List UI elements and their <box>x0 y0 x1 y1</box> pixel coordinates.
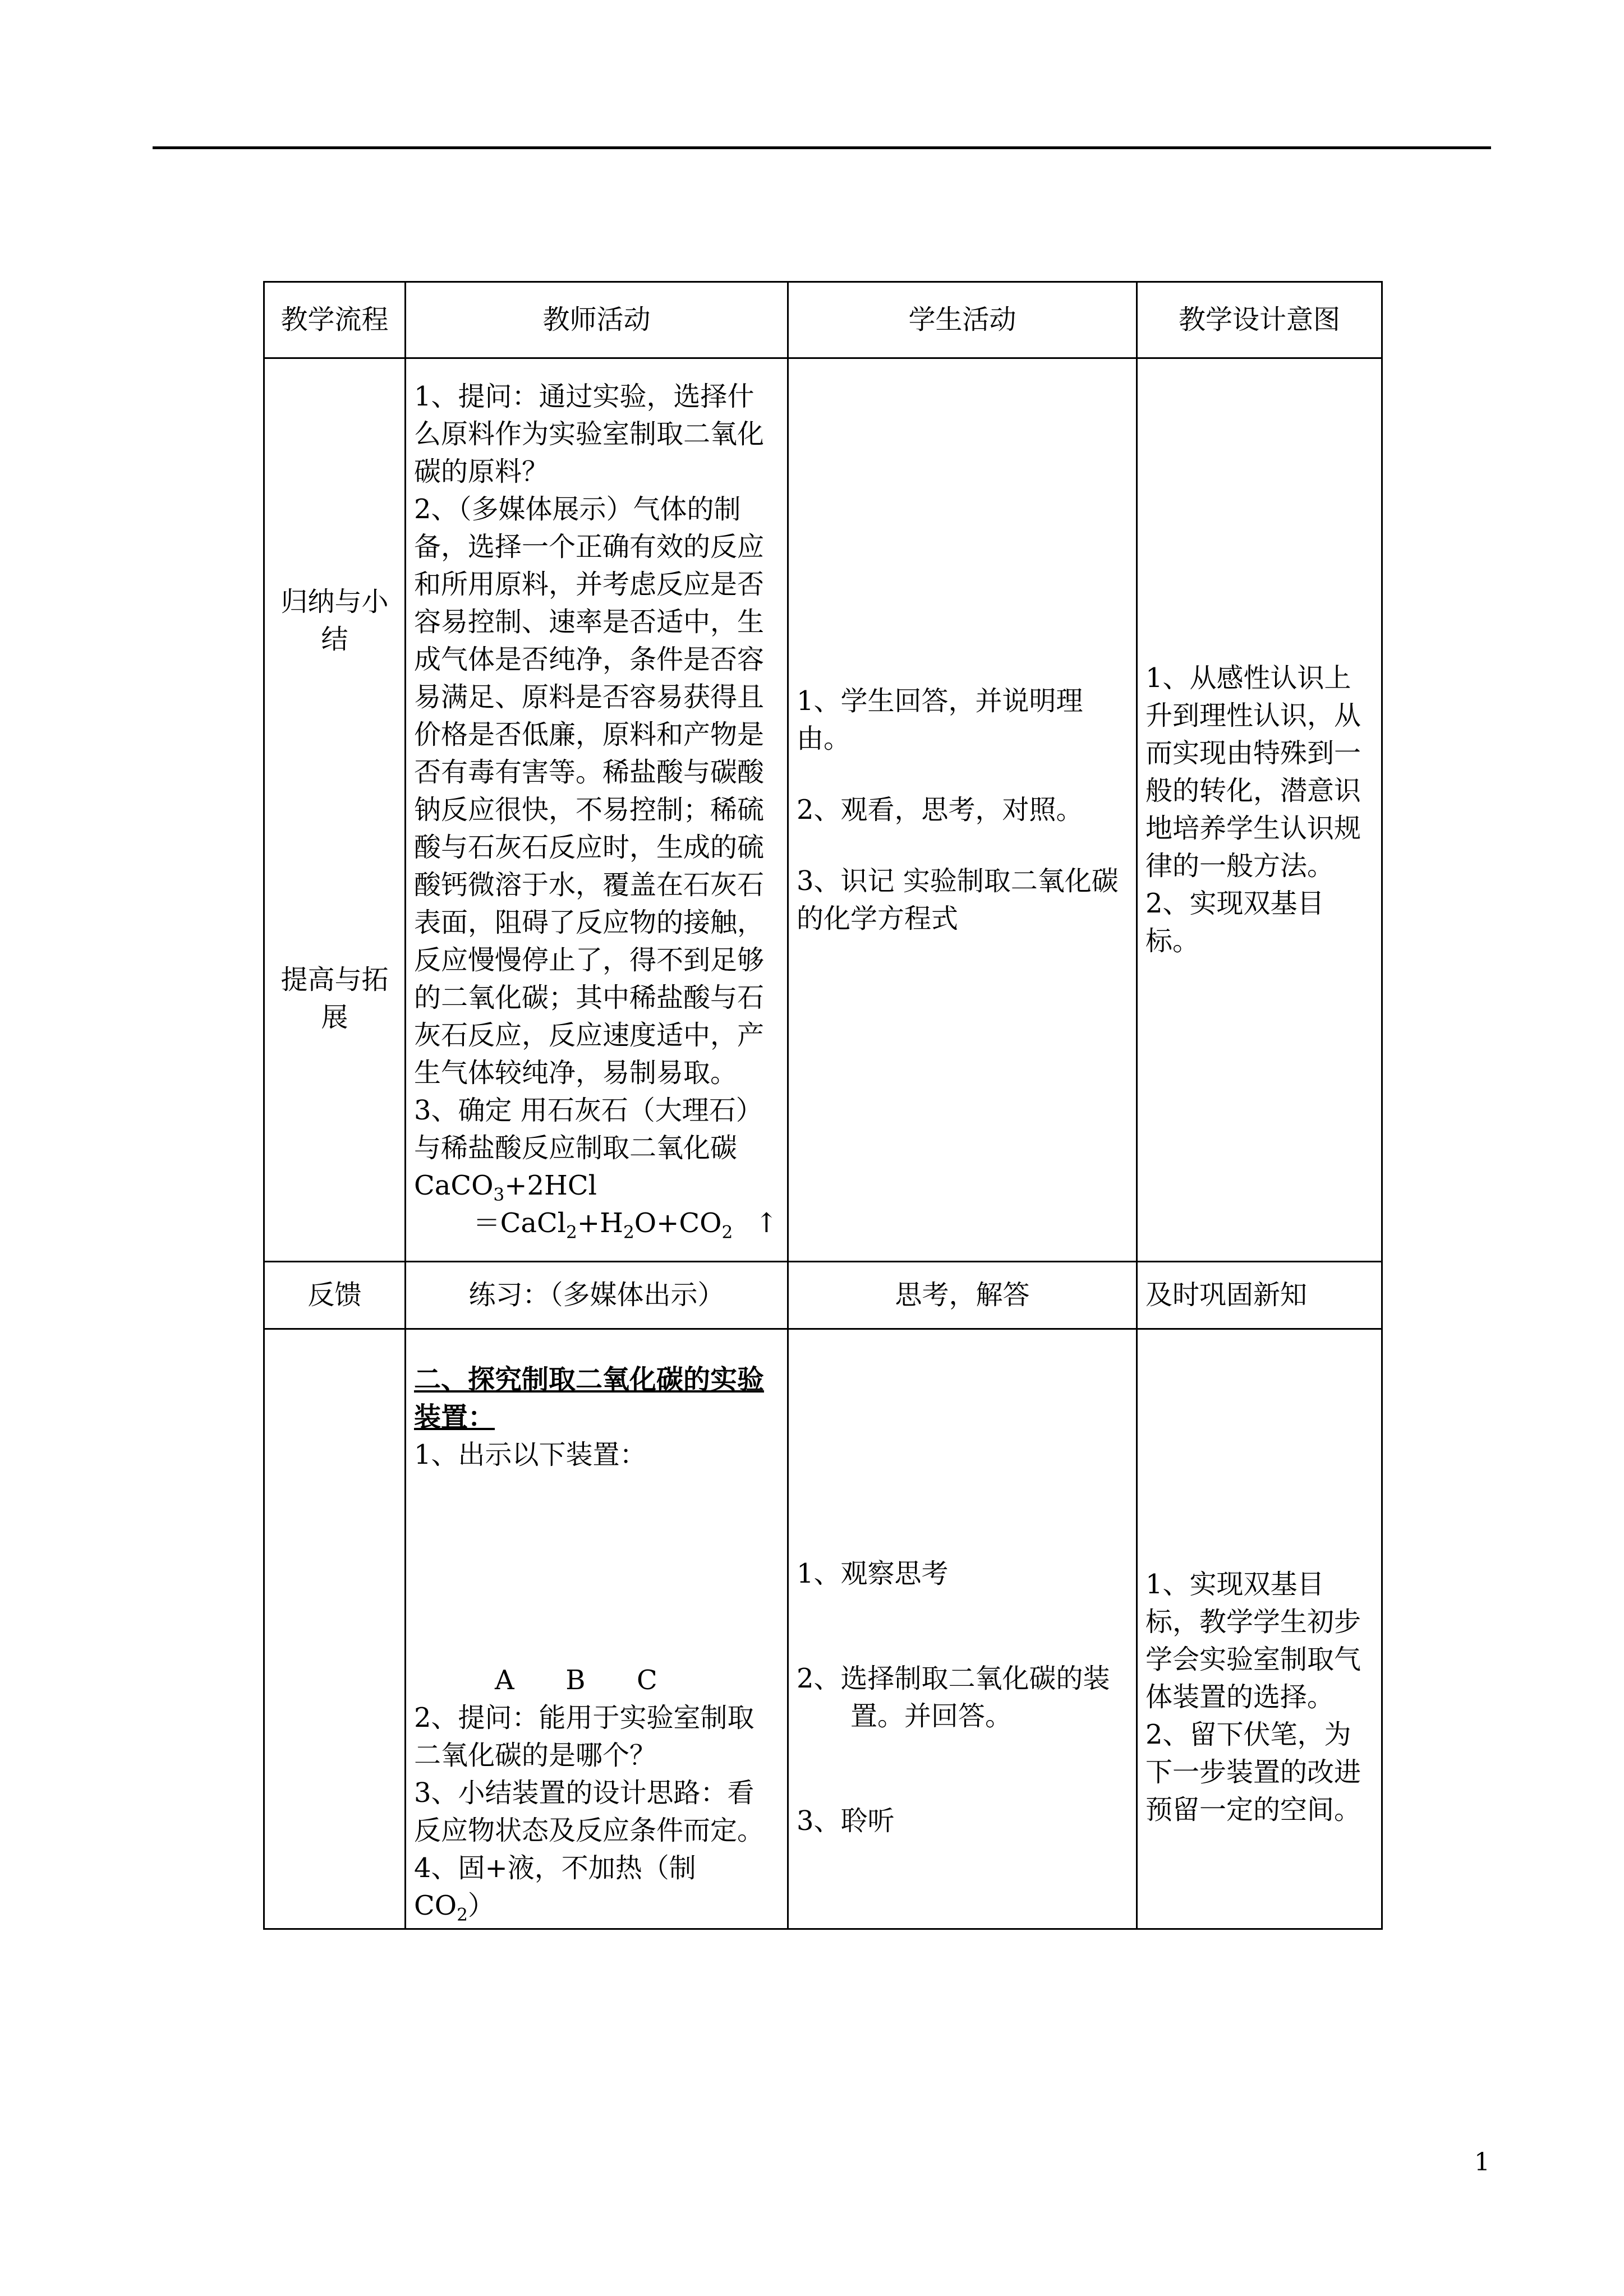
header-rule <box>153 146 1491 149</box>
design-intent-cell <box>1137 358 1382 1262</box>
header-intent <box>1137 282 1382 358</box>
teacher-item-1: 1、出示以下装置： <box>414 1439 647 1470</box>
flow-cell <box>264 358 406 1262</box>
apparatus-figure-area <box>414 1474 779 1662</box>
intent-feedback-text: 及时巩固新知 <box>1145 1279 1308 1311</box>
teacher-item-2: 2、（多媒体展示）气体的制备，选择一个正确有效的反应和所用原料，并考虑反应是否容易控制、速率是否适中，生成气体是否纯净，条件是否容易满足、原料是否容易获得且价格是否低廉，原料和产物是否有毒有害等。稀盐酸与碳酸钠反应很快，不易控制；稀硫酸与石灰石反应时，生成的硫酸钙微溶于水，覆盖在石灰石表面，阻碍了反应物的接触，反应慢慢停止了，得不到足够的二氧化碳；其中稀盐酸与石灰石反应，反应速度适中，产生气体较纯净，易制易取。 <box>414 493 765 1089</box>
flow-label-extension: 提高与拓展 <box>280 964 389 1033</box>
table-row <box>264 1262 1382 1329</box>
flow-label-summary: 归纳与小结 <box>280 586 389 655</box>
flow-cell <box>264 1262 406 1329</box>
header-teacher <box>406 282 788 358</box>
teacher-item-4: 4、固+液，不加热（制 $CO_2$） <box>414 1852 696 1925</box>
table-header-row <box>264 282 1382 358</box>
teacher-item-3: 3、小结装置的设计思路：看反应物状态及反应条件而定。 <box>414 1777 765 1846</box>
equation-line-1: CaCO$_3$+2HCl <box>414 1169 597 1205</box>
teacher-activity-cell <box>406 1262 788 1329</box>
table-row <box>264 358 1382 1262</box>
header-student-text: 学生活动 <box>908 304 1016 335</box>
header-flow <box>264 282 406 358</box>
teacher-activity-cell <box>406 1329 788 1929</box>
teacher-item-1: 1、提问：通过实验，选择什么原料作为实验室制取二氧化碳的原料？ <box>414 380 765 487</box>
intent-item-2: 2、留下伏笔，为下一步装置的改进预留一定的空间。 <box>1145 1719 1361 1825</box>
header-intent-text: 教学设计意图 <box>1178 304 1340 335</box>
student-item-2: 2、观看，思考，对照。 <box>797 794 1083 826</box>
table-row <box>264 1329 1382 1929</box>
section-heading: 二、探究制取二氧化碳的实验装置： <box>414 1364 765 1433</box>
intent-item-1: 1、从感性认识上升到理性认识，从而实现由特殊到一般的转化，潜意识地培养学生认识规律的一般方法。 <box>1145 662 1361 882</box>
teacher-item-2: 2、提问：能用于实验室制取二氧化碳的是哪个？ <box>414 1702 755 1771</box>
page-number: 1 <box>1474 2148 1490 2177</box>
teacher-item-3: 3、确定 用石灰石（大理石）与稀盐酸反应制取二氧化碳 <box>414 1094 763 1164</box>
student-item-1: 1、观察思考 <box>797 1557 949 1589</box>
design-intent-cell <box>1137 1262 1382 1329</box>
student-item-3: 3、聆听 <box>797 1805 895 1837</box>
student-activity-cell <box>788 358 1137 1262</box>
student-feedback-text: 思考，解答 <box>895 1279 1030 1311</box>
flow-label-feedback: 反馈 <box>307 1279 362 1311</box>
gas-arrow-icon: ↑ <box>755 1207 778 1239</box>
design-intent-cell <box>1137 1329 1382 1929</box>
student-activity-cell <box>788 1329 1137 1929</box>
apparatus-labels: A B C <box>495 1665 657 1696</box>
student-item-3: 3、识记 实验制取二氧化碳的化学方程式 <box>797 865 1119 934</box>
flow-cell <box>264 1329 406 1929</box>
student-item-1: 1、学生回答，并说明理由。 <box>797 685 1083 754</box>
intent-item-1: 1、实现双基目标，教学学生初步学会实验室制取气体装置的选择。 <box>1145 1569 1361 1713</box>
teacher-feedback-text: 练习：（多媒体出示） <box>468 1279 725 1311</box>
teacher-activity-cell <box>406 358 788 1262</box>
equation-line-2: $=CaCl_2+H_2O+CO_2$ ↑ <box>414 1205 779 1242</box>
header-flow-text: 教学流程 <box>280 304 389 335</box>
student-activity-cell <box>788 1262 1137 1329</box>
student-item-2: 2、选择制取二氧化碳的装置。并回答。 <box>797 1662 1110 1732</box>
lesson-plan-table <box>263 281 1383 1930</box>
intent-item-2: 2、实现双基目标。 <box>1145 888 1324 957</box>
header-student <box>788 282 1137 358</box>
header-teacher-text: 教师活动 <box>542 304 651 335</box>
